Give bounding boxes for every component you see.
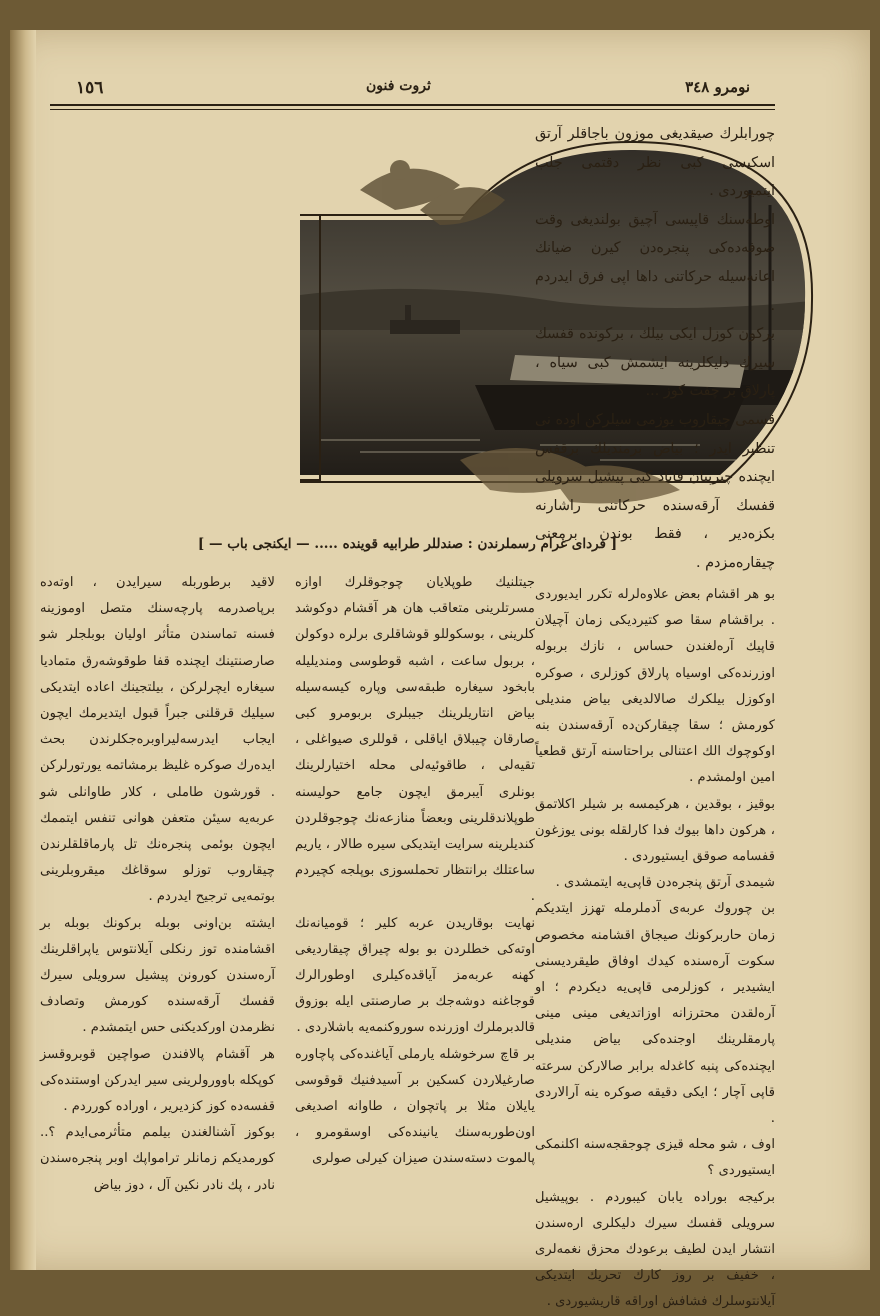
header-rule bbox=[50, 104, 775, 106]
paragraph: بوقيز ، بوقدين ، هركيمسه بر شيلر اكلاتمق ، هركون داها بيوك فدا كارلقله بونی يوزغون قفسامه صوقق ايستيوردی . bbox=[535, 796, 775, 865]
paragraph: بوكوز آشنالغندن بيلمم متأثرمی‌ايدم ؟.. كورمديكم زمانلر ترامواپك اوبر پنجره‌سندن نادر ، پك نادر نكين آل ، دوز بياض bbox=[40, 1125, 275, 1193]
header-rule-thin bbox=[50, 109, 775, 110]
paragraph: بر قاچ سرخوشله يارملی آياغنده‌كی پاچاوره صارغيلاردن كسكين بر آسيدفنيك قوقوسی يايلان مثلا بر پاتچوان ، طاوانه اصديغی اون‌طوربه‌سنك يانينده‌كی اوسقومرو ، پالموت دسته‌سندن صيزان كيرلی صولری bbox=[295, 1046, 535, 1167]
paragraph: جيتلنيك طوپلايان چوجوقلرك اوازه مسرتلرينی متعاقب هان هر آقشام دوكوشد كلرينی ، بوسكوللو قوشاقلری برلره دوكولن ، بربول ساعت ، اشبه قوطوسی ومنديليله بابخود سيغاره طبقه‌سی وپاره كيسه‌سيله بياض انتاريلرينك جيبلری بربومرو كبی صارقان چيبلاق اياقلی ، قوللری صيواغلی ، تقيه‌لی ، طاقوئيه‌لی محله اختيارلرينك بونلری آيبرمق ايچون جامع حوليسنه طوپلاندقلرينی وبعضاً منازعه‌نك چوجوقلردن كنديلرينه سرايت ايتديكی سيره طالار ، ياريم ساعتلك برانتظار تحملسوزی بوپلجه كچيردم . bbox=[295, 575, 535, 905]
paragraph: اوف ، شو محله قيزی چوجقجه‌سنه اكلنمكی ايستيوردی ؟ bbox=[535, 1137, 775, 1179]
issue-number: نومرو ٣٤٨ bbox=[685, 78, 750, 96]
paragraph: قسمی چيقاروب يوزمی سيلركن اوده نی تنظير ايدر ؛ بياض برمنديلك برقفس ايچنده چيرپنان قاناد كبی پيشيل سرويلی قفسك آرقه‌سنده حركاتنی راشارنه بكزه‌دير ، فقط بوندن برمعنی چيقاره‌مزدم . bbox=[535, 411, 775, 571]
paragraph: شيمدی آرتق پنجره‌دن قاپی‌يه ايتمشدی . bbox=[555, 875, 775, 891]
page-header bbox=[36, 78, 790, 104]
paragraph: ايشته بن‌اونی بوبله بركونك بوبله بر اقشامنده توز رنكلی آيلانتوس ياپراقلرينك آره‌سندن كورونن پيشيل سرويلی سيرك قفسك آرقه‌سنده كورمش وتصادف نظرمدن اوركديكنی حس ايتمشدم . bbox=[40, 915, 275, 1036]
paragraph: هر آقشام پالافندن صواچين قوبروقسز كوپكله باوورولرينی سير ايدركن اوستنده‌كی قفسه‌ده كوز كزديرير ، اوراده كورردم . bbox=[40, 1046, 275, 1115]
paragraph: چورابلرك صيقديغی موزون باجاقلر آرتق اسكيسی كبی نظر دقتمی جلب ايتميوردی . bbox=[535, 126, 775, 200]
column-middle bbox=[295, 570, 535, 1173]
page-number: ۱٥٦ bbox=[76, 78, 104, 98]
paragraph: لاقيد برطوربله سيرايدن ، اوته‌ده برپاصدرمه پارچه‌سنك متصل اوموزينه فسنه تماسندن متأثر اوليان بوبلجلر شو صارصنتينك ايچنده قفا طوقوشه‌رق متماديا سيغاره ايچرلركن ، بيلتجينك اعاده ايتديكی سيليك قرقلنی جبراً قبول ايتديرمك ايچون ايجاب ايدرسه‌ليراوبره‌جكلرندن بحث ايده‌رك صوكره غليظ برمشاتمه يورتورلركن . قورشون طاملی ، كلار طاوانلی شو عربه‌يه سيئن متعفن هوانی تنفس ايتممك ايچون بوئمی پنجره‌نك تل پارماقلقلرندن چيقاروب توزلو سوقاغك ميقروبلرينی بوتمه‌يی ترجيح ايدردم . bbox=[40, 575, 275, 905]
column-right-bottom bbox=[535, 582, 775, 1316]
paragraph: نهايت بوقاريدن عربه كلير ؛ قوميانه‌نك اوته‌كی خطلردن بو بوله چيراق چيقارديغی كهنه عربه‌مز آياقده‌كيلری اوطورالرك قوجاغنه دوشه‌جك بر صارصنتی ايله بوزوق قالدبرملرك اوزرنده سوروكنمه‌يه باشلاردی . bbox=[295, 915, 535, 1036]
article-heading: [ فردای غرام رسملرندن : صندللر طرابيه قوينده ..... — ايكنجی باب — ] bbox=[197, 536, 618, 552]
journal-title: ثروت فنون bbox=[366, 78, 431, 94]
book-spine bbox=[10, 30, 36, 1270]
paragraph: بن چوروك عربه‌ی آدملرمله تهزز ايتديكم زمان حاربركونك صيجاق اقشامنه مخصوص سكوت آره‌سنده كيدك اوفاق طيقرديسنی ايشيدير ، كوزلرمی قاپی‌يه ديكردم ؛ او آره‌لقدن محترزانه اوزاتديغی مينی مينی پارمقلرينك اوجنده‌كی بياض منديلی ايچنده‌كی پنبه كاغدله برابر صالاركن سرعته قاپی آچار ؛ ايكی دقيقه صوكره ينه آرالاردی . bbox=[535, 901, 775, 1127]
paragraph: بركون كوزل ايكی بيلك ، بركونده قفسك سيرك دليكلرينه ايشمش كبی سياه ، پارلاق بر چفت كوز ... bbox=[535, 326, 775, 400]
paragraph: بركيجه بوراده يابان كيبوردم . بوپيشيل سرويلی قفسك سيرك دليكلری اره‌سندن انتشار ايدن لطيف برعودك محزق نغمه‌لری ، خفيف بر روز كارك تحريك ايتديكی آيلانتوسلرك فشافش اوراقه قاريشيوردی . bbox=[535, 1189, 775, 1310]
journal-page bbox=[10, 30, 870, 1310]
paragraph: اوطه‌سنك قاپيسی آچيق بولنديغی وقت صوفه‌ده‌كی پنجره‌دن كيرن ضيانك اعانه‌سيله حركاتنی داها اپی فرق ايدردم . bbox=[535, 211, 775, 314]
column-left bbox=[40, 570, 275, 1199]
paragraph: بو هر اقشام بعض علاوه‌لرله تكرر ايديوردی . براقشام سقا صو كتيرديكی زمان آچيلان قاپيك آره‌لغندن حساس ، نازك بربوله اوزرنده‌كی اوسياه پارلاق كوزلری ، صوكره اوكوزل بيلكرك صالالديغی بياض منديلی كورمش ؛ سقا چيقاركن‌ده آرقه‌سندن بنه اوكوچوك الك اعتنالی براحتاسنه آرتق قطعياً امين اولمشدم . bbox=[535, 587, 775, 786]
column-right-top bbox=[535, 120, 775, 578]
